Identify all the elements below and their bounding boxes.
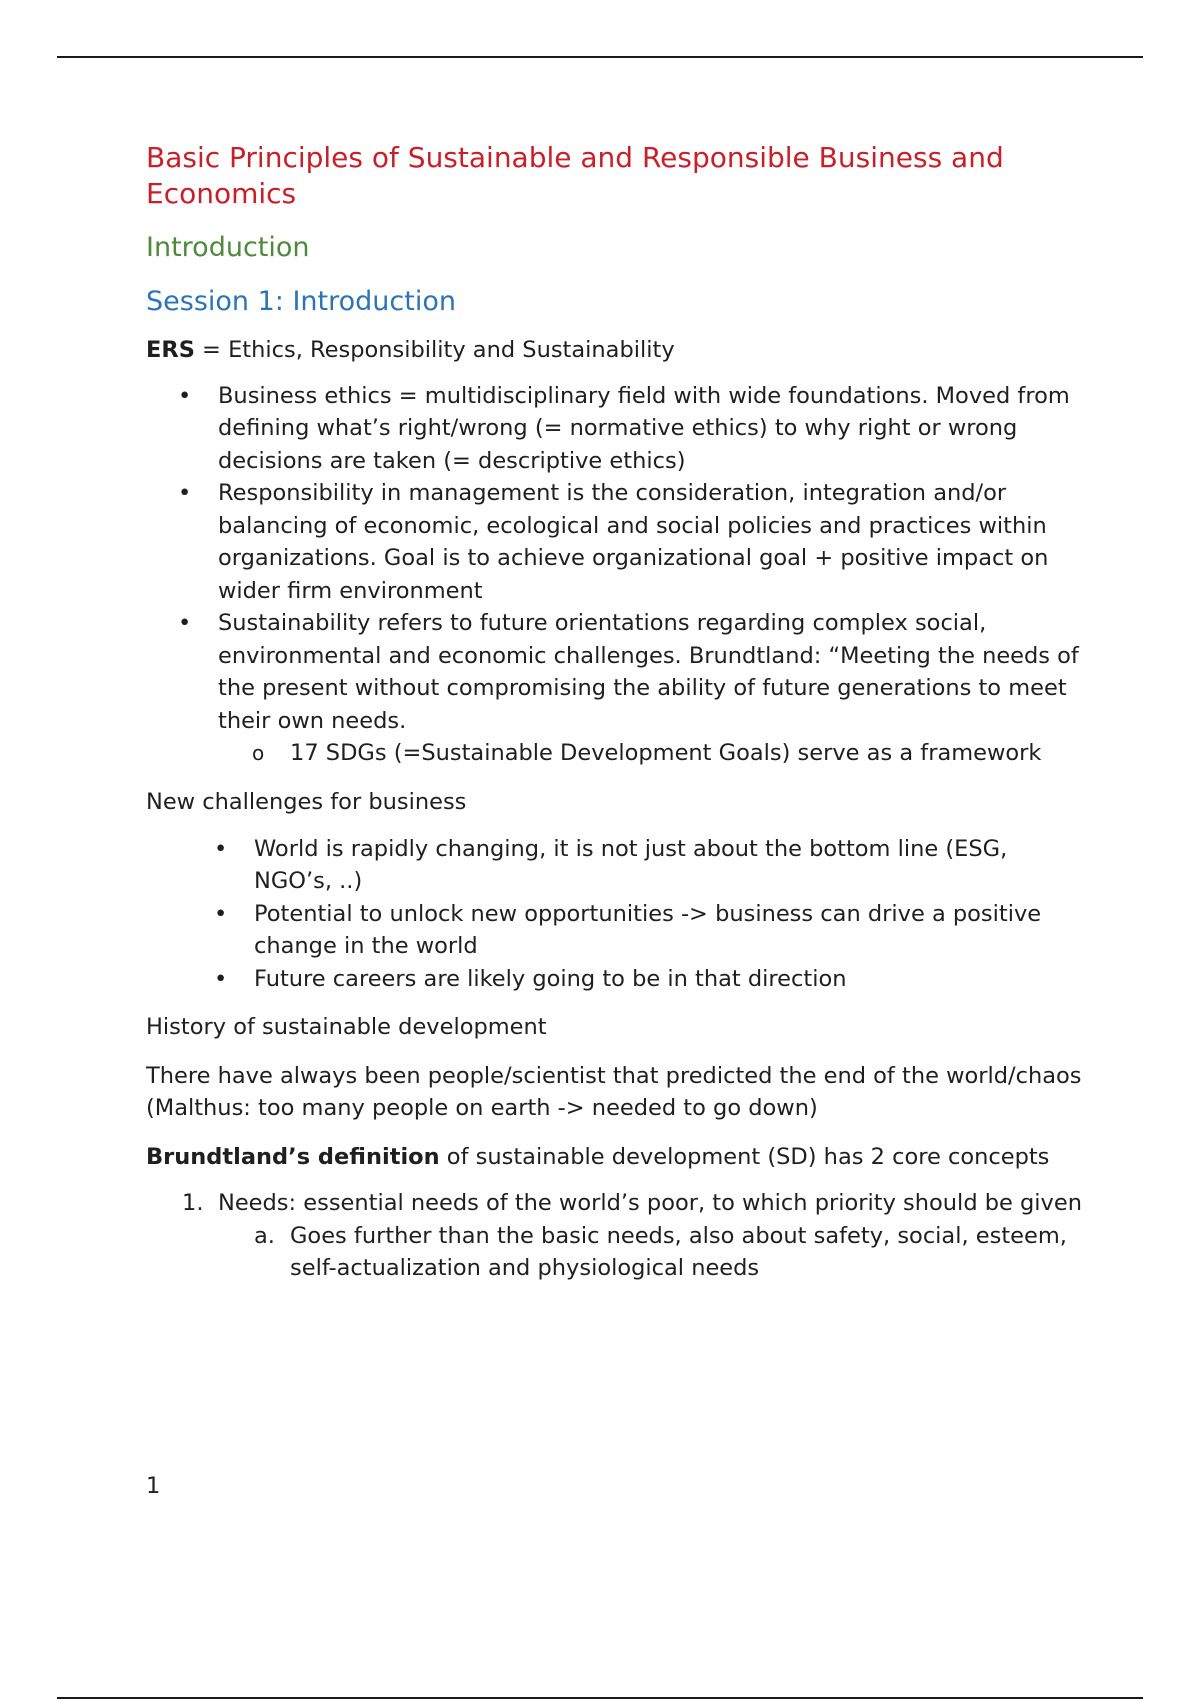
- numbered-item-text: Needs: essential needs of the world’s poor, to which priority should be given: [218, 1190, 1082, 1216]
- ers-definition: [146, 334, 1086, 367]
- ers-text: = Ethics, Responsibility and Sustainability: [194, 337, 675, 363]
- document-title: Basic Principles of Sustainable and Responsible Business and Economics: [146, 141, 1004, 210]
- brundtland-text: of sustainable development (SD) has 2 core concepts: [439, 1143, 1050, 1170]
- page-number: 1: [146, 1473, 161, 1499]
- list-item: [146, 963, 1086, 996]
- brundtland-term: Brundtland’s definition: [146, 1143, 440, 1170]
- list-item: [146, 833, 1086, 898]
- list-item: [146, 380, 1086, 478]
- list-item: [146, 477, 1086, 607]
- list-item-text: Business ethics = multidisciplinary field with wide foundations. Moved from defining what’s right/wrong (= normative ethics) to why right or wrong decisions are taken (= descriptive ethics): [218, 382, 1070, 474]
- item-number: 1.: [182, 1190, 204, 1216]
- document-body: [146, 140, 1086, 1285]
- list-item-text: Sustainability refers to future orientations regarding complex social, environmental and economic challenges. Brundtland: “Meeting the needs of the present without compromising the ability of future generations to meet their own needs.: [218, 610, 1079, 734]
- ers-list: [146, 380, 1086, 771]
- sub-list-item: [218, 737, 1086, 770]
- item-letter: a.: [254, 1222, 275, 1249]
- section-heading: Introduction: [146, 232, 310, 263]
- concept-sublist: [218, 1220, 1086, 1285]
- lettered-item-text: Goes further than the basic needs, also about safety, social, esteem, self-actualization and physiological needs: [290, 1222, 1067, 1281]
- lettered-item: [218, 1220, 1086, 1285]
- bullet-icon: •: [178, 610, 192, 636]
- list-item: [146, 898, 1086, 963]
- footer-rule: [57, 1697, 1143, 1699]
- bullet-icon: •: [178, 480, 192, 506]
- history-paragraph: There have always been people/scientist that predicted the end of the world/chaos (Malthus: too many people on earth -> needed to go down): [146, 1062, 1082, 1121]
- list-item-text: Responsibility in management is the consideration, integration and/or balancing of economic, ecological and social policies and practices within organizations. Goal is to achieve organizational goal + positive impact on wider firm environment: [218, 480, 1049, 604]
- session-heading: Session 1: Introduction: [146, 286, 456, 317]
- circle-bullet-icon: o: [252, 741, 265, 765]
- list-item: [146, 607, 1086, 770]
- sub-list-item-text: 17 SDGs (=Sustainable Development Goals) serve as a framework: [290, 740, 1042, 766]
- challenges-heading: New challenges for business: [146, 789, 467, 815]
- list-item-text: World is rapidly changing, it is not just about the bottom line (ESG, NGO’s, ..): [254, 835, 1008, 894]
- list-item-text: Potential to unlock new opportunities -> business can drive a positive change in the world: [254, 900, 1042, 959]
- challenges-list: [146, 833, 1086, 996]
- bullet-icon: •: [214, 900, 228, 927]
- list-item-text: Future careers are likely going to be in that direction: [254, 965, 847, 992]
- bullet-icon: •: [214, 835, 228, 862]
- concepts-list: [146, 1187, 1086, 1285]
- bullet-icon: •: [214, 965, 228, 992]
- sdg-sublist: [218, 737, 1086, 770]
- ers-term: ERS: [146, 337, 195, 363]
- numbered-item: [146, 1187, 1086, 1285]
- bullet-icon: •: [178, 382, 192, 409]
- brundtland-paragraph: [146, 1141, 1086, 1174]
- history-heading: History of sustainable development: [146, 1014, 547, 1040]
- header-rule: [57, 56, 1143, 58]
